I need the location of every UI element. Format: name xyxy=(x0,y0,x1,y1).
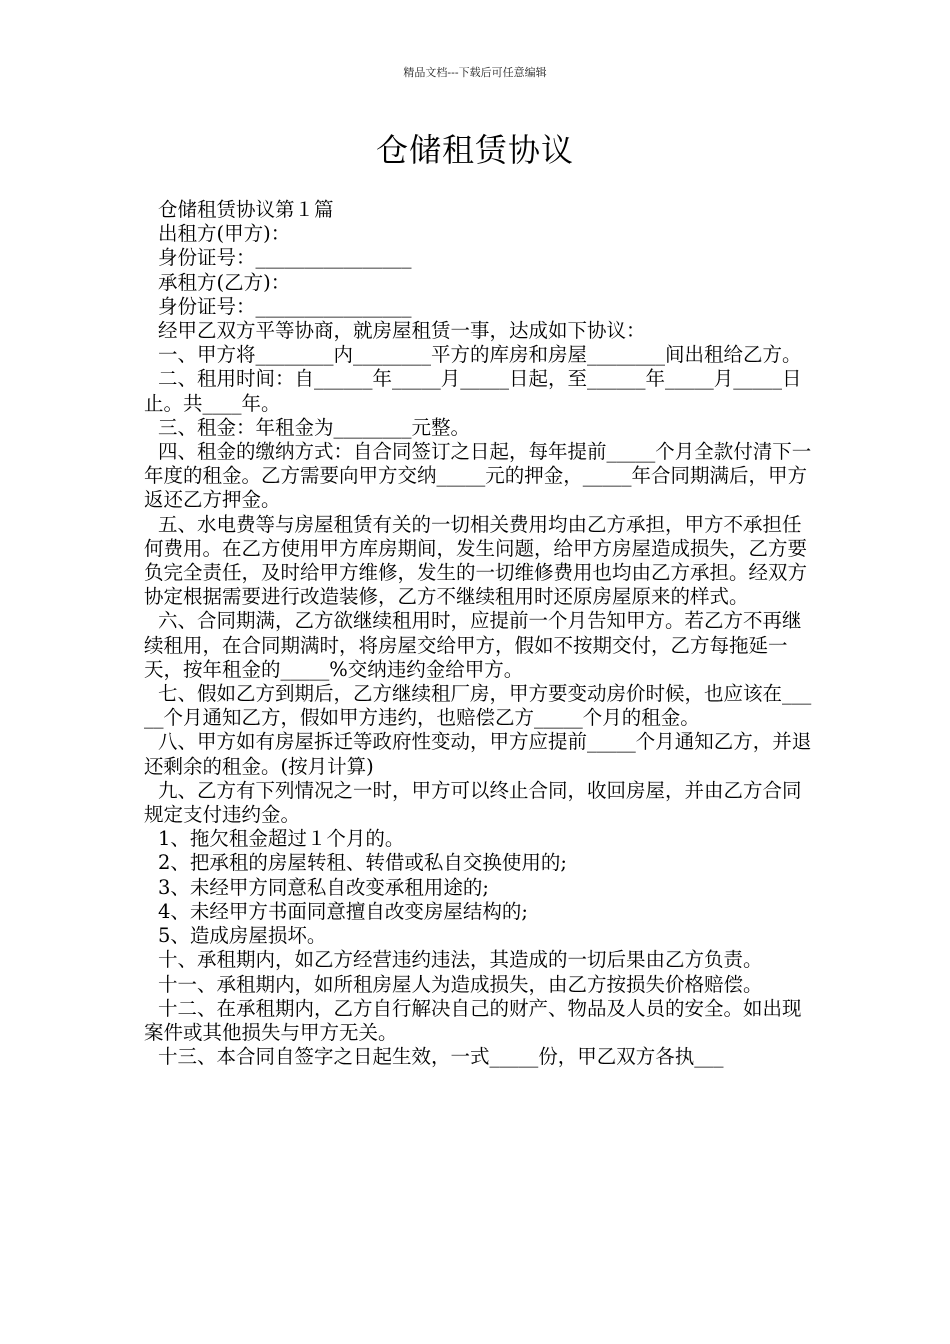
clause-13: 十三、本合同自签字之日起生效，一式_____份，甲乙双方各执___ xyxy=(158,1045,724,1069)
clause-9-item-1: 1、拖欠租金超过１个月的。 xyxy=(158,827,405,851)
clause-9: 九、乙方有下列情况之一时，甲方可以终止合同，收回房屋，并由乙方合同规定支付违约金。 xyxy=(144,778,802,827)
document-title: 仓储租赁协议 xyxy=(375,131,574,169)
clause-9-item-2: 2、把承租的房屋转租、转借或私自交换使用的; xyxy=(158,851,567,875)
clause-10: 十、承租期内，如乙方经营违约违法，其造成的一切后果由乙方负责。 xyxy=(158,948,763,972)
paragraph-lessor-id: 身份证号：________________ xyxy=(158,246,412,270)
paragraph-article-heading: 仓储租赁协议第１篇 xyxy=(158,198,334,221)
clause-3: 三、租金：年租金为________元整。 xyxy=(158,415,471,439)
clause-11: 十一、承租期内，如所租房屋人为造成损失，由乙方按损失价格赔偿。 xyxy=(158,972,763,996)
clause-4: 四、租金的缴纳方式：自合同签订之日起，每年提前_____个月全款付清下一年度的租金。乙方需要向甲方交纳_____元的押金，_____年合同期满后，甲方返还乙方押金。 xyxy=(144,440,812,512)
clause-2: 二、租用时间：自______年_____月_____日起，至______年_____月_____日止。共____年。 xyxy=(144,367,802,415)
paragraph-lessee-id: 身份证号：________________ xyxy=(158,294,412,318)
clause-5: 五、水电费等与房屋租赁有关的一切相关费用均由乙方承担，甲方不承担任何费用。在乙方使用甲方库房期间，发生问题，给甲方房屋造成损失，乙方要负完全责任，及时给甲方维修，发生的一切维修费用也均由乙方承担。经双方协定根据需要进行改造装修，乙方不继续租用时还原房屋原来的样式。 xyxy=(144,512,808,609)
clause-6: 六、合同期满，乙方欲继续租用时，应提前一个月告知甲方。若乙方不再继续租用，在合同期满时，将房屋交给甲方，假如不按期交付，乙方每拖延一天，按年租金的_____%交纳违约金给甲方。 xyxy=(144,609,802,681)
clause-9-item-4: 4、未经甲方书面同意擅自改变房屋结构的; xyxy=(158,899,528,923)
paragraph-lessor: 出租方(甲方)： xyxy=(158,222,291,246)
clause-12: 十二、在承租期内，乙方自行解决自己的财产、物品及人员的安全。如出现案件或其他损失与甲方无关。 xyxy=(144,996,802,1044)
document-body xyxy=(144,198,814,1069)
clause-9-item-5: 5、造成房屋损坏。 xyxy=(158,924,327,948)
paragraph-lessee: 承租方(乙方)： xyxy=(158,270,291,294)
clause-7: 七、假如乙方到期后，乙方继续租厂房，甲方要变动房价时候，也应该在_____个月通知乙方，假如甲方违约，也赔偿乙方_____个月的租金。 xyxy=(144,682,812,730)
paragraph-preamble: 经甲乙双方平等协商，就房屋租赁一事，达成如下协议： xyxy=(158,319,646,343)
clause-8: 八、甲方如有房屋拆迁等政府性变动，甲方应提前_____个月通知乙方，并退还剩余的租金。(按月计算) xyxy=(144,730,812,778)
clause-9-item-3: 3、未经甲方同意私自改变承租用途的; xyxy=(158,875,489,899)
page-header: 精品文档---下载后可任意编辑 xyxy=(403,66,547,79)
clause-1: 一、甲方将________内________平方的库房和房屋________间出租给乙方。 xyxy=(158,343,802,367)
